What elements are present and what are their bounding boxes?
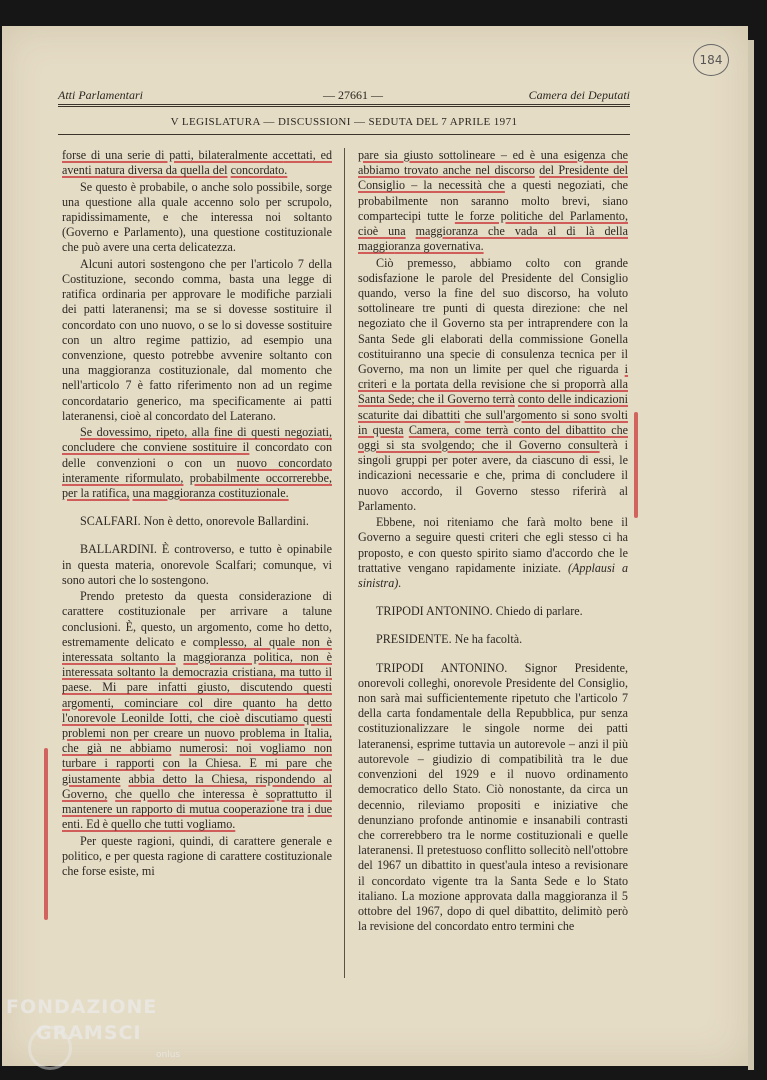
text-line: del Presidente del Consiglio – la necessità che — [358, 163, 628, 193]
text-line: nuovo problema in Italia, che già ne abbiamo — [62, 726, 332, 756]
speech-scalfari — [62, 514, 332, 529]
text-line: damente iniziate. — [474, 560, 562, 575]
text-line: concordato. — [230, 163, 288, 178]
text-line: che sull'argomento si sono svolti in questa — [358, 407, 628, 437]
text-line: le modifiche parziali dei patti lateranensi; ma — [62, 287, 332, 317]
text-line: 7 della Costituzione, secondo comma, basta — [62, 256, 332, 286]
text-line: una questione costituzionale che può avere — [62, 225, 332, 255]
left-column — [62, 148, 332, 880]
text-line: Santa Sede e lo Stato italiano. La mozione ap — [358, 873, 629, 903]
paragraph — [62, 834, 332, 880]
text-line: altro regime pattizio, ad esempio una conven — [62, 332, 332, 363]
text-line: detto l'onorevole Leonilde Iotti, che cioè di — [62, 695, 332, 725]
text-line: ranza governativa. — [394, 239, 484, 254]
paragraph — [62, 589, 332, 832]
text-line: una legge di ratifica ordinaria per approvare — [62, 272, 332, 302]
text-line: tobre del 1967 un dibattito in quest'aula inte — [358, 843, 628, 873]
text-line: e iniziative che denunziano profonde antino — [358, 797, 628, 827]
text-line: come ho detto, estremamente delicato e com — [62, 619, 332, 649]
text-line: porrà alla Santa Sede; che il Governo terrà — [358, 377, 628, 407]
text-line: BALLARDINI. È controverso, e tutto è — [80, 542, 283, 557]
text-line: mo d'accordo che le trattative vengano rapi — [358, 545, 628, 575]
applause-note: (Applausi a sinistra). — [358, 560, 628, 591]
margin-pencil-mark-left — [44, 748, 48, 920]
paragraph — [358, 515, 628, 591]
text-line: Alcuni autori sostengono che per l'articolo — [80, 256, 294, 271]
paragraph — [62, 425, 332, 501]
text-line: il Governo a seguire questi criteri che egli — [358, 515, 628, 545]
watermark — [6, 996, 206, 1076]
text-line: ranno molto brevi, siano compartecipi tutte — [358, 193, 628, 223]
paragraph — [62, 180, 332, 256]
text-line: lardini. — [274, 514, 309, 529]
text-line: terà i singoli gruppi per poter avere, da cia — [358, 438, 628, 468]
text-line: tra le norme costituzionali e quelle latera — [358, 827, 628, 858]
text-line: le forze politiche del Parlamento, cioè una — [358, 208, 628, 239]
text-line: tuto che l'articolo 7 della carta fondamentale — [358, 691, 628, 721]
text-line: maggioranza politica, non è interessata sol — [62, 650, 332, 680]
text-line: onorevoli colleghi, onorevole Presidente del — [358, 675, 575, 690]
text-line: una maggioranza costituzionale, dal momento — [62, 363, 307, 378]
text-line: stesso ci ha proposto, e con questo spirito sia — [358, 530, 628, 560]
header-page-number: — 27661 — — [323, 88, 383, 102]
archive-stamp-number: 184 — [693, 44, 729, 76]
text-line: no una specie di consulenza tecnica per il Go — [358, 346, 628, 377]
text-line: prima di concludere il nuovo accordo, il Go — [358, 468, 628, 498]
text-line: i due enti. Ed è quello che tutti vogliamo. — [62, 802, 332, 832]
text-line: camente ai patti lateranensi, cioè al concor — [62, 393, 332, 423]
watermark-suffix: onlus — [156, 1050, 181, 1060]
text-line: mento democratico dello Stato. Ciò nonostan — [358, 767, 628, 797]
speech-tripodi — [358, 661, 628, 935]
text-line: tenere un rapporto di mutua cooperazione tra — [82, 802, 304, 817]
text-line: lune conclusioni. È, questo, un argomento, — [62, 604, 332, 634]
text-line: della Repubblica, pur senza costituzionaliz — [358, 706, 628, 736]
text-line: forse di una serie di patti, bilateralmente ac — [62, 148, 284, 162]
text-line: sti argomenti, cominciare col dire quanto ha — [62, 680, 332, 710]
text-line: Se questo è probabile, o anche solo possi — [80, 179, 282, 194]
text-line: oggi si sta svolgendo; che il Governo consul — [358, 438, 600, 453]
text-line: conto delle indicazioni scaturite dai dibattiti — [358, 392, 629, 422]
text-line: gono. — [181, 572, 209, 587]
text-line: che quello che interessa è soprattutto il man — [62, 786, 333, 817]
paragraph — [358, 148, 628, 254]
watermark-line1: FONDAZIONE — [6, 996, 158, 1018]
text-line: carattere costituzionale che forse esiste, mi — [62, 848, 332, 879]
watermark-line2: GRAMSCI — [36, 1022, 142, 1044]
text-line: esprime tuttavia un autorevole – anzi il più — [416, 736, 628, 751]
text-line: un regime concordatario generico, ma specifi — [62, 378, 333, 408]
text-line: autorevole – giudizio di compatibilità tra le — [358, 751, 602, 766]
text-line: so a revisionare il concordato vigente tra la — [358, 858, 628, 888]
text-line: nensi. Il pretestuoso conflitto sollecitò nell'ot — [384, 843, 604, 858]
page-edge — [748, 40, 754, 1070]
text-line: Se dovessimo, ripeto, alla fine di questi ne — [80, 425, 297, 440]
text-line: goziati, concludere che conviene sostituire il — [62, 425, 332, 455]
text-line: opinabile in questa materia, onorevole Scal — [62, 542, 333, 572]
text-line: per intraprendere con la Santa Sede gli ela — [358, 316, 628, 346]
text-line: bile, sorge una questione alla quale accenno — [62, 179, 332, 209]
text-line: genza che abbiamo trovato anche nel discorso — [358, 148, 628, 178]
text-line: nuovo, o se lo si dovesse sostituire con un — [62, 317, 333, 347]
text-line: provata dalla maggioranza il 5 ottobre del — [358, 888, 628, 918]
text-line: numerosi: noi vogliamo non turbare i rapporti — [62, 741, 332, 771]
running-header — [58, 88, 630, 104]
text-line: zare le singole norme dei patti lateranensi, — [358, 721, 628, 751]
speech-ballardini — [62, 542, 332, 588]
text-line: interessa noi soltanto (Governo e Parlamento), — [62, 210, 332, 240]
text-line: Camera, come terrà conto del dibattito che — [408, 422, 629, 437]
text-line: SCALFARI. Non è detto, onorevole Bal — [80, 514, 275, 529]
text-line: dato del Laterano. — [188, 408, 276, 423]
header-rule-top — [58, 104, 630, 105]
text-line: revisione del concordato entro termini che — [369, 919, 575, 934]
text-line: scuno di essi, le indicazioni necessarie e che, — [358, 453, 628, 483]
text-line: cettati, ed aventi natura diversa da quella del — [62, 148, 332, 178]
text-line: tanto la democrazia cristiana, ma tutto il — [131, 665, 332, 680]
text-line: i criteri e la portata della revisione che si pro — [358, 362, 629, 392]
text-line: una maggioranza costituzionale. — [132, 486, 289, 501]
text-line: solo per scrupolo, rapidissimamente, e che — [62, 194, 332, 224]
paragraph — [358, 256, 628, 514]
header-publication: Atti Parlamentari — [58, 88, 143, 102]
text-line: scutiamo questi problemi non per creare un — [62, 710, 332, 741]
text-line: generale e politico, e per questa ragione di — [62, 833, 332, 863]
text-line: plesso, al quale non è interessata soltanto la — [62, 634, 332, 665]
text-line: Ebbene, noi riteniamo che farà molto bene — [376, 515, 614, 530]
speech-presidente: PRESIDENTE. Ne ha facoltà. — [376, 632, 523, 647]
text-line: abbia detto la Chiesa, rispondendo al Governo, — [62, 771, 332, 801]
text-line: se si dovesse sostituire il concordato con uno — [62, 302, 332, 332]
text-line: con la Chiesa. E mi pare che giustamente — [62, 756, 332, 786]
text-line: sodisfazione le parole del Presidente del Con — [358, 270, 602, 285]
text-line: due convenzioni del 1929 e il nuovo ordina — [358, 751, 628, 782]
header-chamber: Camera dei Deputati — [528, 88, 630, 102]
margin-pencil-mark-right — [634, 412, 638, 518]
text-line: paese. Mi pare infatti giusto, discutendo que — [62, 680, 321, 695]
text-line: te, da circa un decennio, rileviamo propositi — [358, 782, 628, 812]
speech-tripodi-request: TRIPODI ANTONINO. Chiedo di parlare. — [376, 604, 583, 619]
session-subheader: V LEGISLATURA — DISCUSSIONI — SEDUTA DEL 7 APRILE 1971 — [170, 116, 518, 128]
text-line: maggioranza che vada al di là della maggio — [358, 224, 628, 254]
text-line: TRIPODI ANTONINO. Signor Presidente, — [376, 660, 628, 675]
text-line: borati della commissione Gonella costituiran — [358, 331, 629, 361]
text-line: Ciò premesso, abbiamo colto con grande — [376, 255, 628, 270]
text-line: Consiglio, non sarà mai sufficientemente ripe — [358, 675, 628, 706]
text-line: 1967, dopo di quel dibattito, delimitò però la — [358, 903, 628, 934]
right-column — [358, 148, 628, 936]
text-line: verno stesso riferirà al Parlamento. — [358, 483, 628, 513]
text-line: probabilmente occorrerebbe, per la ratifica, — [62, 470, 332, 501]
paragraph — [62, 257, 332, 424]
text-line: a questi negoziati, che probabilmente non sa — [358, 178, 628, 208]
text-line: fari; comunque, vi sono autori che lo sosten — [62, 557, 333, 587]
text-line: verno, ma non un limite per quel che riguarda — [372, 362, 619, 377]
paragraph — [62, 148, 332, 178]
text-line: siglio quando, verso la fine del suo discorso, — [358, 270, 628, 301]
text-line: che nell'articolo 7 è fatto riferimento non ad — [62, 363, 332, 393]
subheader-rule — [58, 134, 630, 135]
column-divider — [344, 148, 345, 978]
text-line: pare sia giusto sottolineare – ed è una esi — [358, 148, 578, 162]
text-line: mie e insanabili contrasti che correrebbero — [358, 812, 628, 842]
text-line: concordato con delle convenzioni o con un — [62, 440, 332, 470]
text-line: rezione: che nel negoziato che il Governo sta — [358, 301, 628, 331]
header-rule-double — [58, 106, 630, 107]
text-line: Per queste ragioni, quindi, di carattere — [80, 833, 276, 848]
text-line: ha voluto sottolineare tre punti di questa di — [358, 286, 628, 316]
text-line: una certa delicatezza. — [132, 240, 236, 255]
text-line: Prendo pretesto da questa considerazione — [80, 589, 312, 604]
text-line: zione, questo potrebbe avvenire soltanto con — [96, 348, 332, 363]
text-line: nuovo concordato interamente riformulato, — [62, 455, 332, 485]
text-line: di carattere costituzionale per arrivare a ta — [62, 589, 332, 619]
